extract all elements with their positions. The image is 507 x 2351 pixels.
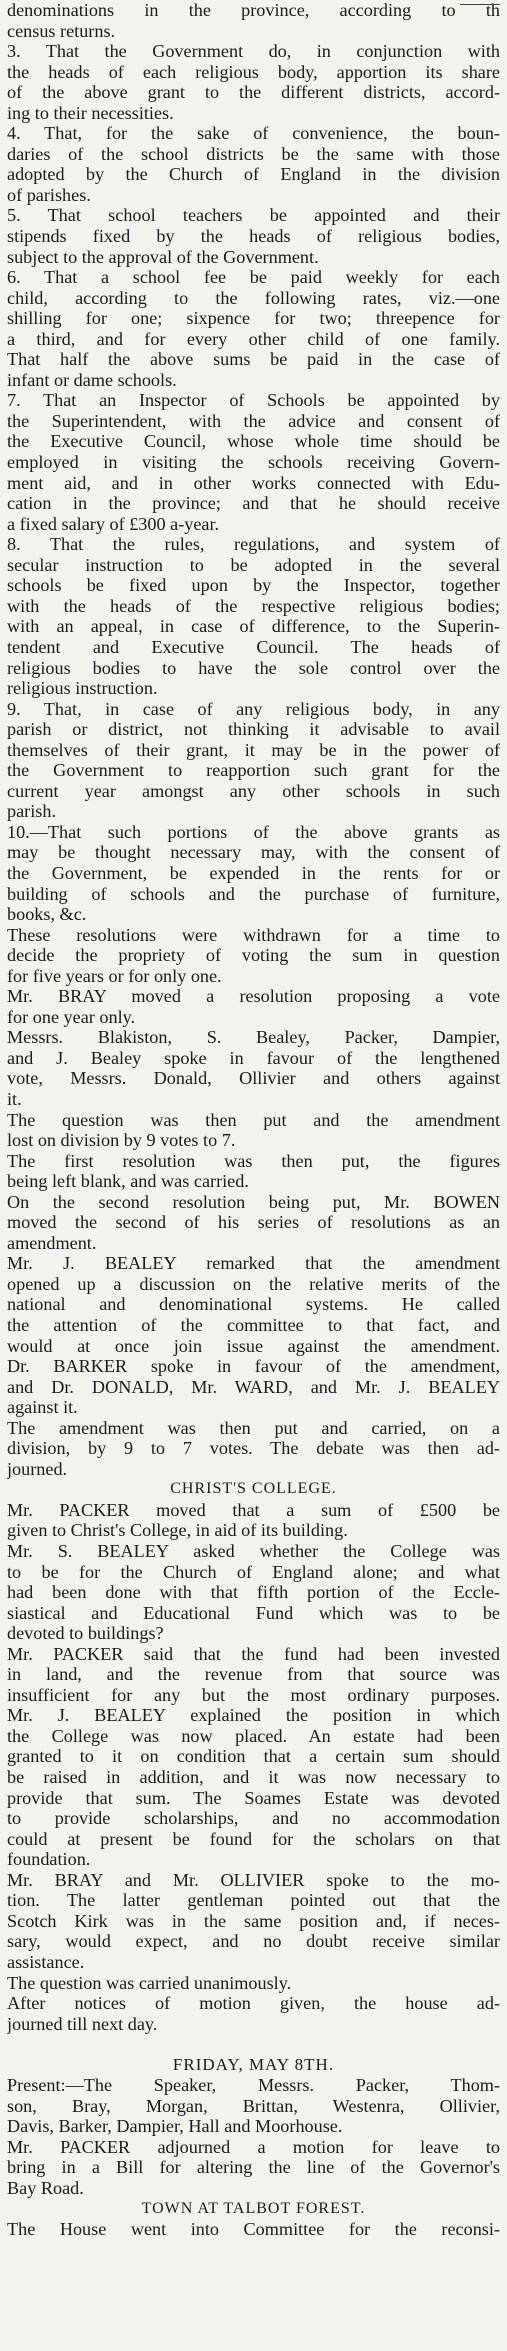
text-line: had been done with that fifth portion of the Eccle- [7,1582,500,1603]
text-line: granted to it on condition that a certain sum should [7,1746,500,1767]
text-line: 6. That a school fee be paid weekly for each [7,267,500,288]
text-line: of parishes. [7,184,91,205]
text-line: parish. [7,801,56,822]
text-line: infant or dame schools. [7,369,177,390]
text-line: be raised in addition, and it was now necessary to [7,1767,500,1788]
text-line: schools be fixed upon by the Inspector, together [7,575,500,596]
text-line: current year amongst any other schools in such [7,780,500,801]
text-line: devoted to buildings? [7,1623,164,1644]
text-line: The first resolution was then put, the figures [7,1150,500,1171]
text-line: lost on division by 9 votes to 7. [7,1130,236,1151]
text-line: of the above grant to the different districts, accord- [7,82,500,103]
text-line: it. [7,1088,22,1109]
text-line: to provide scholarships, and no accommodation [7,1808,500,1829]
text-line: These resolutions were withdrawn for a time to [7,924,500,945]
text-line: sary, would expect, and no doubt receive similar [7,1931,500,1952]
text-line: child, according to the following rates, viz.—one [7,287,500,308]
text-line: may be thought necessary may, with the consent of [7,842,500,863]
text-line: moved the second of his series of resolutions as an [7,1212,500,1233]
text-line: 10.—That such portions of the above grants as [7,821,500,842]
text-line: journed. [7,1458,68,1479]
text-line [7,2260,500,2281]
text-line: would at once join issue against the amendment. [7,1335,500,1356]
text-line: vote, Messrs. Donald, Ollivier and others against [7,1068,500,1089]
text-line: the attention of the committee to that fact, and [7,1315,500,1335]
text-line: 7. That an Inspector of Schools be appointed by [7,390,500,411]
text-line: with an appeal, in case of difference, to the Superin- [7,616,500,637]
text-line: son, Bray, Morgan, Brittan, Westenra, Ollivier, [7,2095,500,2116]
text-line: given to Christ's College, in aid of its building. [7,1520,348,1541]
text-line: The amendment was then put and carried, on a [7,1417,500,1438]
text-line: adopted by the Church of England in the division [7,164,500,185]
text-line: religious bodies to have the sole control over the [7,657,500,678]
text-line: That half the above sums be paid in the case of [7,349,500,370]
text-line: a third, and for every other child of one family. [7,328,500,349]
text-line: subject to the approval of the Government. [7,246,319,267]
text-line: The question was then put and the amendment [7,1109,500,1130]
text-line: Mr. PACKER said that the fund had been invested [7,1643,500,1664]
text-line: Mr. BRAY moved a resolution proposing a vote [7,986,500,1007]
section-heading: CHRIST'S COLLEGE. [170,1480,337,1498]
text-line: and Dr. DONALD, Mr. WARD, and Mr. J. BEALEY [7,1376,500,1397]
text-line: books, &c. [7,904,87,925]
text-line: religious instruction. [7,678,158,699]
text-line: Mr. BRAY and Mr. OLLIVIER spoke to the mo- [7,1869,500,1890]
text-line: 3. That the Government do, in conjunction with [7,41,500,62]
text-line: stipends fixed by the heads of religious bodies, [7,226,500,247]
text-line: with the heads of the respective religious bodies; [7,595,500,616]
text-line: a fixed salary of £300 a-year. [7,513,220,534]
text-line: Mr. J. BEALEY explained the position in which [7,1705,500,1726]
text-line: parish or district, not thinking it advisable to avail [7,719,500,740]
text-line: and J. Bealey spoke in favour of the lengthened [7,1047,500,1068]
text-line: siastical and Educational Fund which was to be [7,1602,500,1623]
text-line: for one year only. [7,1006,136,1027]
text-line: Dr. BARKER spoke in favour of the amendment, [7,1356,500,1377]
text-line: in land, and the revenue from that source was [7,1664,500,1685]
text-line: tion. The latter gentleman pointed out that the [7,1890,500,1911]
text-line [7,2034,500,2055]
text-line: secular instruction to be adopted in the several [7,554,500,575]
text-line [7,2240,500,2261]
text-line: Present:—The Speaker, Messrs. Packer, Thom- [7,2075,500,2096]
text-line: decide the propriety of voting the sum in question [7,945,500,966]
text-line: bring in a Bill for altering the line of the Governor's [7,2157,500,2178]
text-line: building of schools and the purchase of furniture, [7,883,500,904]
text-line: cation in the province; and that he should receive [7,493,500,514]
text-line: the Government to reapportion such grant for the [7,760,500,781]
text-line: provide that sum. The Soames Estate was devoted [7,1787,500,1808]
text-line: After notices of motion given, the house ad- [7,1993,500,2014]
text-line: amendment. [7,1232,97,1253]
text-line: Davis, Barker, Dampier, Hall and Moorhouse. [7,2116,343,2137]
text-line: Mr. S. BEALEY asked whether the College was [7,1541,500,1562]
text-line: the Executive Council, whose whole time should be [7,431,500,452]
text-line: the Government, be expended in the rents for or [7,862,500,883]
text-line: opened up a discussion on the relative merits of the [7,1273,500,1294]
text-line: being left blank, and was carried. [7,1171,249,1192]
text-line: division, by 9 to 7 votes. The debate was then ad- [7,1438,500,1459]
text-line: Mr. PACKER adjourned a motion for leave to [7,2136,500,2157]
text-line: ment aid, and in other works connected with Edu- [7,472,500,493]
top-rule [460,4,500,5]
text-line: Bay Road. [7,2177,84,2198]
text-line: The question was carried unanimously. [7,1972,292,1993]
text-line: against it. [7,1397,78,1418]
text-line: could at present be found for the scholars on that [7,1828,500,1849]
text-line [7,2301,500,2322]
text-line: Scotch Kirk was in the same position and, if neces- [7,1910,500,1931]
text-line: ing to their necessities. [7,102,174,123]
text-line: the heads of each religious body, apportion its share [7,61,500,82]
text-line: Mr. PACKER moved that a sum of £500 be [7,1499,500,1520]
text-line: foundation. [7,1849,91,1870]
text-line: census returns. [7,20,116,41]
article-column [7,0,500,2322]
text-line: the College was now placed. An estate had been [7,1725,500,1746]
text-line: shilling for one; sixpence for two; threepence for [7,308,500,329]
text-line: denominations in the province, according to th [7,0,500,20]
text-line: On the second resolution being put, Mr. BOWEN [7,1191,500,1212]
text-line: daries of the school districts be the same with those [7,143,500,164]
text-line: the Superintendent, with the advice and consent of [7,410,500,431]
text-line: 8. That the rules, regulations, and system of [7,534,500,555]
text-line: Mr. J. BEALEY remarked that the amendment [7,1253,500,1274]
text-line: Messrs. Blakiston, S. Bealey, Packer, Dampier, [7,1027,500,1048]
text-line: national and denominational systems. He called [7,1294,500,1315]
text-line: assistance. [7,1951,85,1972]
text-line: 9. That, in case of any religious body, in any [7,698,500,719]
text-line: to be for the Church of England alone; and what [7,1561,500,1582]
text-line: themselves of their grant, it may be in the power of [7,739,500,760]
text-line: journed till next day. [7,2013,158,2034]
text-line: tendent and Executive Council. The heads of [7,636,500,657]
section-heading: FRIDAY, MAY 8TH. [172,2054,335,2074]
text-line: 5. That school teachers be appointed and their [7,205,500,226]
text-line [7,2281,500,2302]
text-line: 4. That, for the sake of convenience, the boun- [7,123,500,144]
text-line: insufficient for any but the most ordinary purposes. [7,1684,500,1705]
text-line: employed in visiting the schools receiving Govern- [7,452,500,473]
section-heading: TOWN AT TALBOT FOREST. [141,2199,366,2217]
text-line: The House went into Committee for the reconsi- [7,2219,500,2240]
text-line: for five years or for only one. [7,965,222,986]
